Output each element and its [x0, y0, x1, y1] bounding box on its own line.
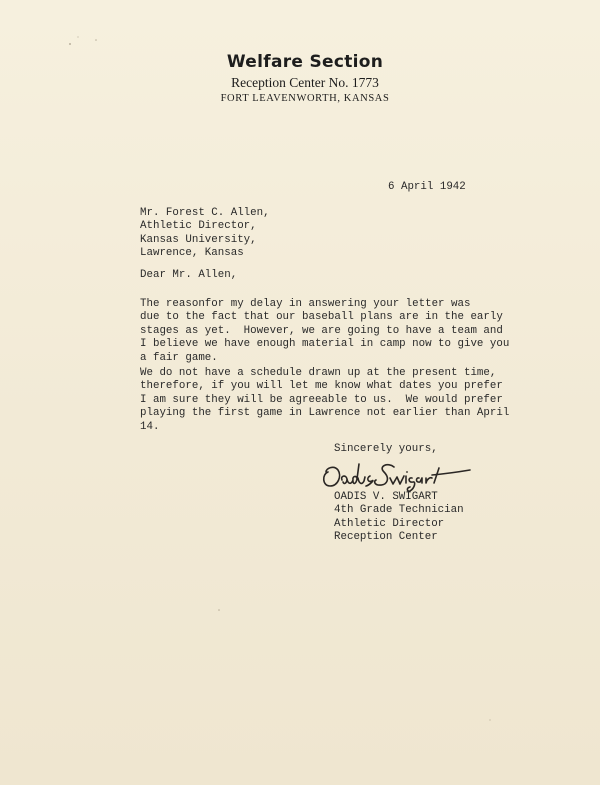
letterhead-title: Welfare Section	[226, 52, 384, 72]
body-line: playing the first game in Lawrence not earlier than April	[140, 407, 510, 420]
address-line: Athletic Director,	[140, 220, 257, 233]
address-line: Mr. Forest C. Allen,	[140, 207, 270, 219]
body-line: I believe we have enough material in camp now to give you	[140, 338, 510, 351]
signer-line: Athletic Director	[334, 517, 445, 530]
body-paragraph-2	[140, 367, 509, 434]
recipient-address	[140, 207, 270, 261]
signer-line: OADIS V. SWIGART	[334, 491, 438, 503]
letterhead-location: FORT LEAVENWORTH, KANSAS	[220, 93, 390, 104]
body-line: a fair game.	[140, 351, 218, 364]
complimentary-closing: Sincerely yours,	[334, 443, 438, 455]
signer-block	[334, 491, 464, 545]
body-line: 14.	[140, 420, 160, 433]
handwritten-signature	[318, 452, 518, 496]
body-line: I am sure they will be agreeable to us. We would prefer	[140, 393, 503, 406]
letterhead-subtitle: Reception Center No. 1773	[231, 75, 379, 90]
body-line: therefore, if you will let me know what dates you prefer	[140, 380, 503, 393]
body-line: We do not have a schedule drawn up at the present time,	[140, 367, 497, 379]
letter-date: 6 April 1942	[388, 181, 466, 193]
salutation: Dear Mr. Allen,	[140, 269, 238, 281]
address-line: Kansas University,	[140, 233, 257, 246]
body-line: stages as yet. However, we are going to have a team and	[140, 324, 503, 337]
letterhead	[200, 52, 410, 106]
body-paragraph-1	[140, 298, 509, 365]
body-line: due to the fact that our baseball plans are in the early	[140, 311, 503, 324]
address-line: Lawrence, Kansas	[140, 247, 244, 260]
signer-line: 4th Grade Technician	[334, 504, 464, 517]
signer-line: Reception Center	[334, 531, 438, 544]
body-line: The reasonfor my delay in answering your letter was	[140, 298, 471, 310]
